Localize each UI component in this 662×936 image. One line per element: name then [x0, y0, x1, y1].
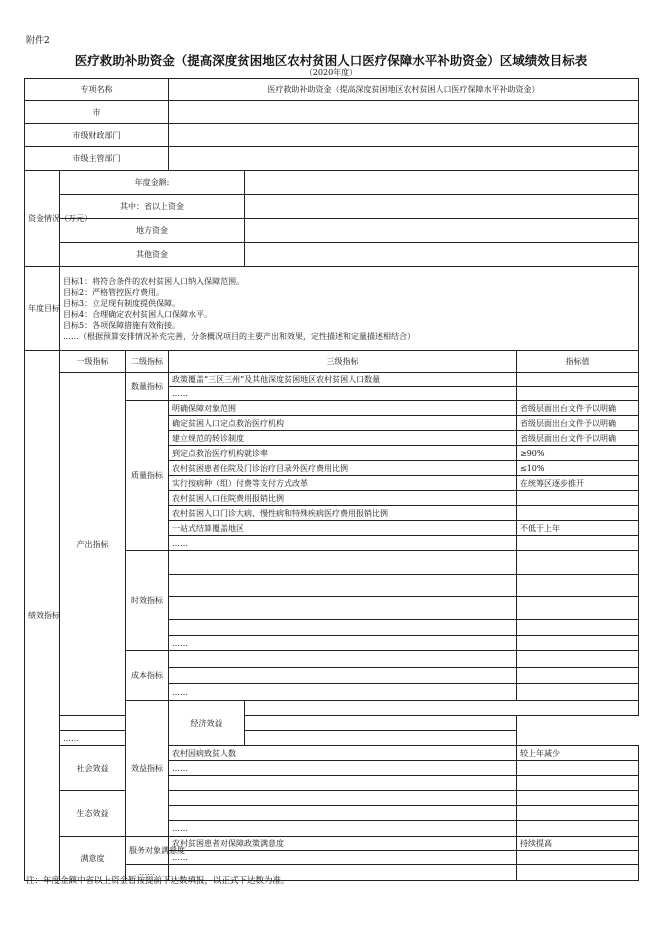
cost-row-name [169, 668, 517, 684]
performance-target-table [24, 78, 639, 881]
funds-value-provincial [245, 195, 639, 219]
city-value [169, 101, 639, 124]
goal-item: 目标4：合理确定农村贫困人口保障水平。 [63, 309, 213, 319]
city-label: 市 [25, 101, 169, 124]
funds-value-annual [245, 171, 639, 195]
quality-row-name: 确定贫困人口定点救治医疗机构 [169, 416, 517, 431]
cost-row-value [517, 668, 639, 684]
quality-row-value: 省级层面出台文件予以明确 [517, 401, 639, 416]
ecological-row-value [517, 791, 639, 806]
cost-indicators-label: 成本指标 [126, 651, 169, 701]
quality-row-value: ≤10% [517, 461, 639, 476]
col-level1-header: 一级指标 [60, 351, 126, 373]
finance-dept-label: 市级财政部门 [25, 124, 169, 147]
quality-indicators-label: 质量指标 [126, 401, 169, 551]
social-row-value [517, 776, 639, 791]
goal-item: ……（根据预算安排情况补充完善，分条概况项目的主要产出和效果，定性描述和定量描述相结合） [63, 331, 415, 341]
timeliness-ellipsis-value [517, 636, 639, 651]
quantity-row-value [517, 373, 639, 387]
quality-row-name: 农村贫困患者住院及门诊治疗目录外医疗费用比例 [169, 461, 517, 476]
social-ellipsis: …… [169, 761, 517, 776]
quality-row-value [517, 491, 639, 506]
funds-value-local [245, 219, 639, 243]
quantity-ellipsis: …… [169, 387, 517, 401]
service-row-value: 持续提高 [517, 837, 639, 851]
ecological-row-name [169, 806, 517, 821]
timeliness-row-value [517, 620, 639, 636]
cost-ellipsis-value [517, 684, 639, 701]
performance-indicators-label: 绩效指标 [25, 351, 60, 881]
project-name-label: 专项名称 [25, 79, 169, 101]
timeliness-row-name [169, 551, 517, 575]
ecological-ellipsis-value [517, 821, 639, 837]
satisfaction-ellipsis: …… [126, 865, 169, 881]
quality-row-value: 不低于上年 [517, 521, 639, 536]
quantity-ellipsis-value [517, 387, 639, 401]
authority-dept-label: 市级主管部门 [25, 147, 169, 171]
authority-dept-value [169, 147, 639, 171]
quality-row-name: 到定点救治医疗机构就诊率 [169, 446, 517, 461]
quality-row-name: 明确保障对象范围 [169, 401, 517, 416]
quantity-indicators-label: 数量指标 [126, 373, 169, 401]
cost-row-name [169, 651, 517, 668]
timeliness-row-name [169, 620, 517, 636]
satisfaction-indicators-label: 满意度 [60, 837, 126, 881]
economic-benefit-label: 经济效益 [169, 701, 245, 746]
funds-row-provincial: 其中：省以上资金 [60, 195, 245, 219]
quality-row-name: 农村贫困人口住院费用报销比例 [169, 491, 517, 506]
finance-dept-value [169, 124, 639, 147]
cost-ellipsis: …… [169, 684, 517, 701]
quality-row-name: 一站式结算覆盖地区 [169, 521, 517, 536]
ecological-ellipsis: …… [169, 821, 517, 837]
timeliness-row-name [169, 597, 517, 620]
quality-row-value: ≥90% [517, 446, 639, 461]
timeliness-row-name [169, 575, 517, 597]
service-row-name: 农村贫困患者对保障政策满意度 [169, 837, 517, 851]
timeliness-indicators-label: 时效指标 [126, 551, 169, 651]
year-label: （2020年度） [304, 68, 358, 77]
timeliness-ellipsis: …… [169, 636, 517, 651]
attachment-label: 附件2 [26, 36, 50, 46]
timeliness-row-value [517, 597, 639, 620]
cost-row-value [517, 651, 639, 668]
satisfaction-row-value [517, 865, 639, 881]
service-ellipsis: …… [169, 851, 517, 865]
goal-item: 目标1：将符合条件的农村贫困人口纳入保障范围。 [63, 276, 245, 286]
ecological-row-value [517, 806, 639, 821]
quality-ellipsis: …… [169, 536, 517, 551]
economic-row-name [245, 701, 639, 716]
economic-ellipsis-value [245, 731, 517, 746]
goal-item: 目标3：立足现有制度提供保障。 [63, 298, 181, 308]
project-name-value: 医疗救助补助资金（提高深度贫困地区农村贫困人口医疗保障水平补助资金） [169, 79, 639, 101]
quantity-row-name: 政策覆盖“三区三州”及其他深度贫困地区农村贫困人口数量 [169, 373, 517, 387]
quality-row-value: 省级层面出台文件予以明确 [517, 416, 639, 431]
goal-item: 目标2：严格管控医疗费用。 [63, 287, 165, 297]
footnote: 注：年度金额中省以上资金暂按提前下达数填报，以正式下达数为准。 [26, 876, 290, 886]
col-value-header: 指标值 [517, 351, 639, 373]
quality-ellipsis-value [517, 536, 639, 551]
ecological-benefit-label: 生态效益 [60, 791, 126, 837]
funds-row-local: 地方资金 [60, 219, 245, 243]
service-ellipsis-value [517, 851, 639, 865]
annual-goals-list [60, 267, 639, 351]
quality-row-value [517, 506, 639, 521]
social-ellipsis-value [517, 761, 639, 776]
quality-row-name: 农村贫困人口门诊大病、慢性病和特殊疾病医疗费用报销比例 [169, 506, 517, 521]
service-satisfaction-label: 服务对象满意度 [126, 837, 169, 865]
economic-ellipsis: …… [60, 731, 169, 746]
funds-label: 资金情况（万元） [25, 171, 60, 267]
funds-row-annual: 年度金额: [60, 171, 245, 195]
social-row-name: 农村因病致贫人数 [169, 746, 517, 761]
funds-value-other [245, 243, 639, 267]
quality-row-name: 建立规范的转诊制度 [169, 431, 517, 446]
economic-row-name [60, 716, 169, 731]
timeliness-row-value [517, 551, 639, 575]
economic-row-value [245, 716, 517, 731]
social-row-value: 较上年减少 [517, 746, 639, 761]
quality-row-name: 实行按病种（组）付费等支付方式改革 [169, 476, 517, 491]
ecological-row-name [169, 791, 517, 806]
annual-goals-label: 年度目标 [25, 267, 60, 351]
funds-row-other: 其他资金 [60, 243, 245, 267]
social-benefit-label: 社会效益 [60, 746, 126, 791]
goal-item: 目标5：各项保障措施有效衔接。 [63, 320, 181, 330]
social-row-name [169, 776, 517, 791]
document-title: 医疗救助补助资金（提高深度贫困地区农村贫困人口医疗保障水平补助资金）区域绩效目标表 [74, 53, 588, 68]
timeliness-row-value [517, 575, 639, 597]
quality-row-value: 省级层面出台文件予以明确 [517, 431, 639, 446]
output-indicators-label: 产出指标 [60, 373, 126, 716]
quality-row-value: 在统筹区逐步推开 [517, 476, 639, 491]
col-level3-header: 三级指标 [169, 351, 517, 373]
benefit-indicators-label: 效益指标 [126, 701, 169, 837]
col-level2-header: 二级指标 [126, 351, 169, 373]
